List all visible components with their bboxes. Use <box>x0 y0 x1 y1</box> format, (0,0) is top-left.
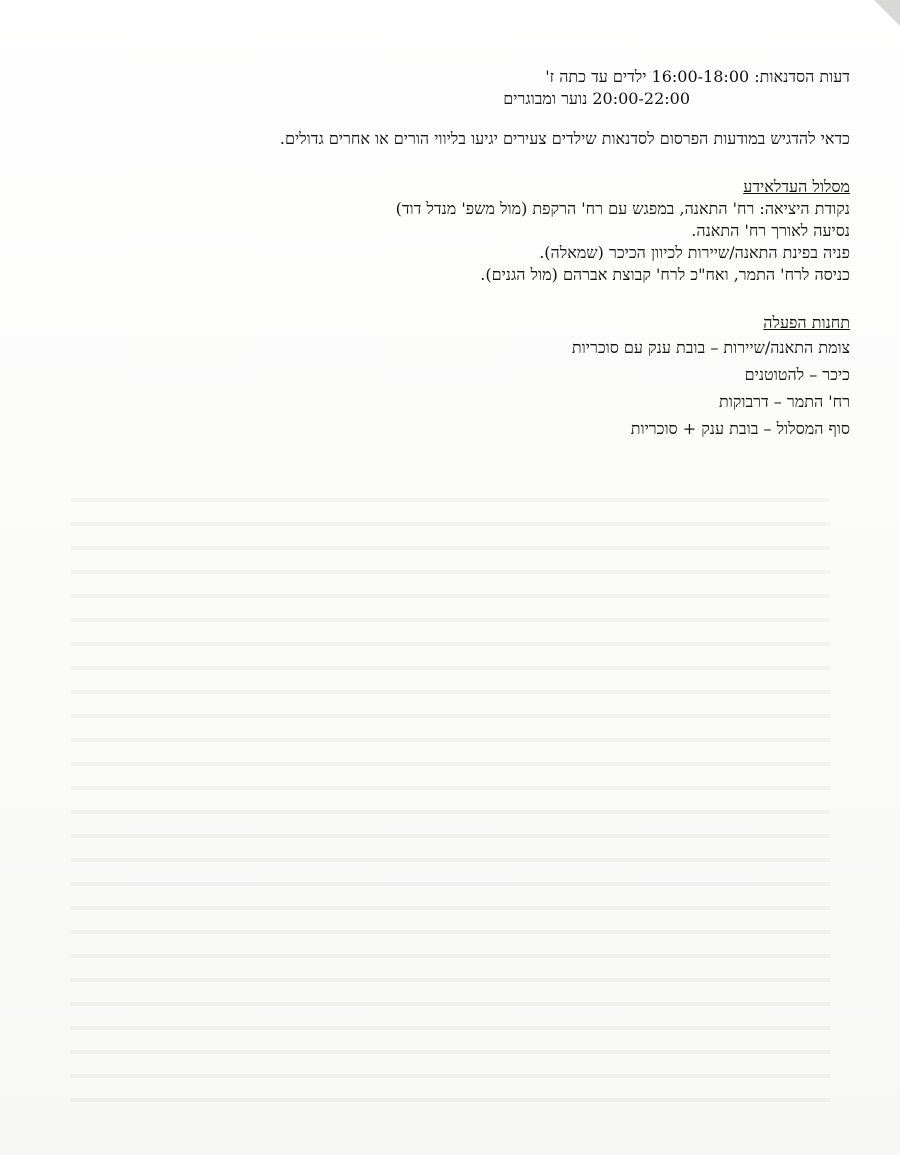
route-line: נסיעה לאורך רח' התאנה. <box>691 221 850 240</box>
station-item: רח' התמר – דרבוקות <box>718 392 850 411</box>
route-line: כניסה לרח' התמר, ואח"כ לרח' קבוצת אברהם (מול הגנים). <box>480 265 850 284</box>
workshop-hours-line-1 <box>50 66 850 88</box>
station-item: כיכר – להטוטנים <box>744 365 850 384</box>
hours-children: 16:00-18:00 ילדים עד כתה ז' <box>545 67 750 86</box>
station-item: סוף המסלול – בובת ענק + סוכריות <box>630 419 850 438</box>
show-through-text <box>70 480 830 1120</box>
workshop-hours-line-2 <box>50 88 850 110</box>
route-line: פניה בפינת התאנה/שיירות לכיוון הכיכר (שמאלה). <box>539 243 850 262</box>
page-corner-fold <box>874 0 900 26</box>
station-item: צומת התאנה/שיירות – בובת ענק עם סוכריות <box>571 338 850 357</box>
document-body <box>50 66 850 442</box>
stations-title: תחנות הפעלה <box>763 313 850 332</box>
route-title: מסלול העדלאידע <box>743 177 850 196</box>
accompaniment-note: כדאי להדגיש במודעות הפרסום לסדנאות שילדים צעירים יגיעו בליווי הורים או אחרים גדולים. <box>279 129 850 148</box>
route-line: נקודת היציאה: רח' התאנה, במפגש עם רח' הרקפת (מול משפ' מנדל דוד) <box>395 199 850 218</box>
hours-label: דעות הסדנאות: <box>754 67 850 86</box>
hours-youth-adults: 20:00-22:00 נוער ומבוגרים <box>503 89 690 108</box>
stations-list <box>50 334 850 442</box>
